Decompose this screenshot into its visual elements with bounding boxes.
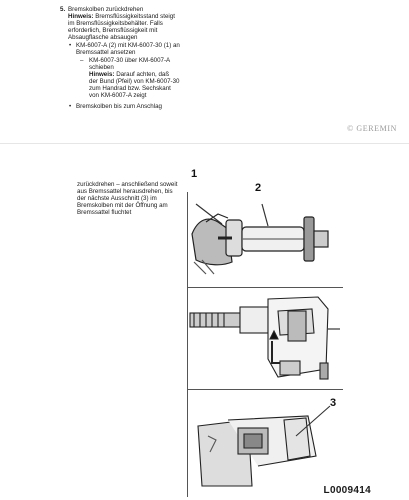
hint2-text: zum Handrad bzw. Sechskant — [89, 85, 171, 92]
continuation-text: Bremskolben mit der Öffnung am — [77, 202, 168, 209]
figure-label-3: 3 — [330, 397, 337, 409]
dash1-text: KM-6007-30 über KM-6007-A — [89, 57, 171, 64]
hint-text: Absaugflasche absaugen — [68, 34, 138, 41]
step-number: 5. — [60, 6, 66, 13]
page-lower — [0, 152, 409, 500]
figure-code: L0009414 — [323, 485, 371, 496]
hint-text: im Bremsflüssigkeitsbehälter. Falls — [68, 20, 163, 27]
bullet-icon: • — [69, 42, 72, 49]
dash1-text: schieben — [89, 64, 114, 71]
hint2-text: von KM-6007-A zeigt — [89, 92, 147, 99]
step-title: Bremskolben zurückdrehen — [68, 6, 144, 13]
figure-panel-caliper-illustration — [188, 289, 344, 387]
page-upper — [0, 0, 409, 143]
hint-text: Bremsflüssigkeitsstand steigt — [95, 13, 175, 20]
continuation-text: der nächste Ausschnitt (3) im — [77, 195, 157, 202]
figure-divider — [187, 389, 343, 390]
figure-panel-piston-detail — [188, 396, 344, 488]
hint2-text: Darauf achten, daß — [116, 71, 170, 78]
continuation-text: zurückdrehen – anschließend soweit — [77, 181, 178, 188]
bullet1-text: Bremssattel ansetzen — [76, 49, 136, 56]
hint2-label: Hinweis: — [89, 71, 115, 78]
continuation-text: Bremssattel fluchtet — [77, 209, 132, 216]
figure-label-1: 1 — [191, 168, 198, 180]
figure-panel-tool-illustration — [188, 174, 338, 286]
bullet2-text: Bremskolben bis zum Anschlag — [76, 103, 162, 110]
figure-divider — [187, 287, 343, 288]
hint-text: erforderlich, Bremsflüssigkeit mit — [68, 27, 158, 34]
watermark: © GEREMIN — [347, 124, 397, 133]
continuation-text: aus Bremssattel herausdrehen, bis — [77, 188, 173, 195]
hint-label: Hinweis: — [68, 13, 94, 20]
figure-label-2: 2 — [255, 182, 262, 194]
dash-icon: – — [80, 57, 84, 64]
bullet-icon: • — [69, 103, 72, 110]
bullet1-text: KM-6007-A (2) mit KM-6007-30 (1) an — [76, 42, 180, 49]
hint2-text: der Bund (Pfeil) von KM-6007-30 — [89, 78, 180, 85]
